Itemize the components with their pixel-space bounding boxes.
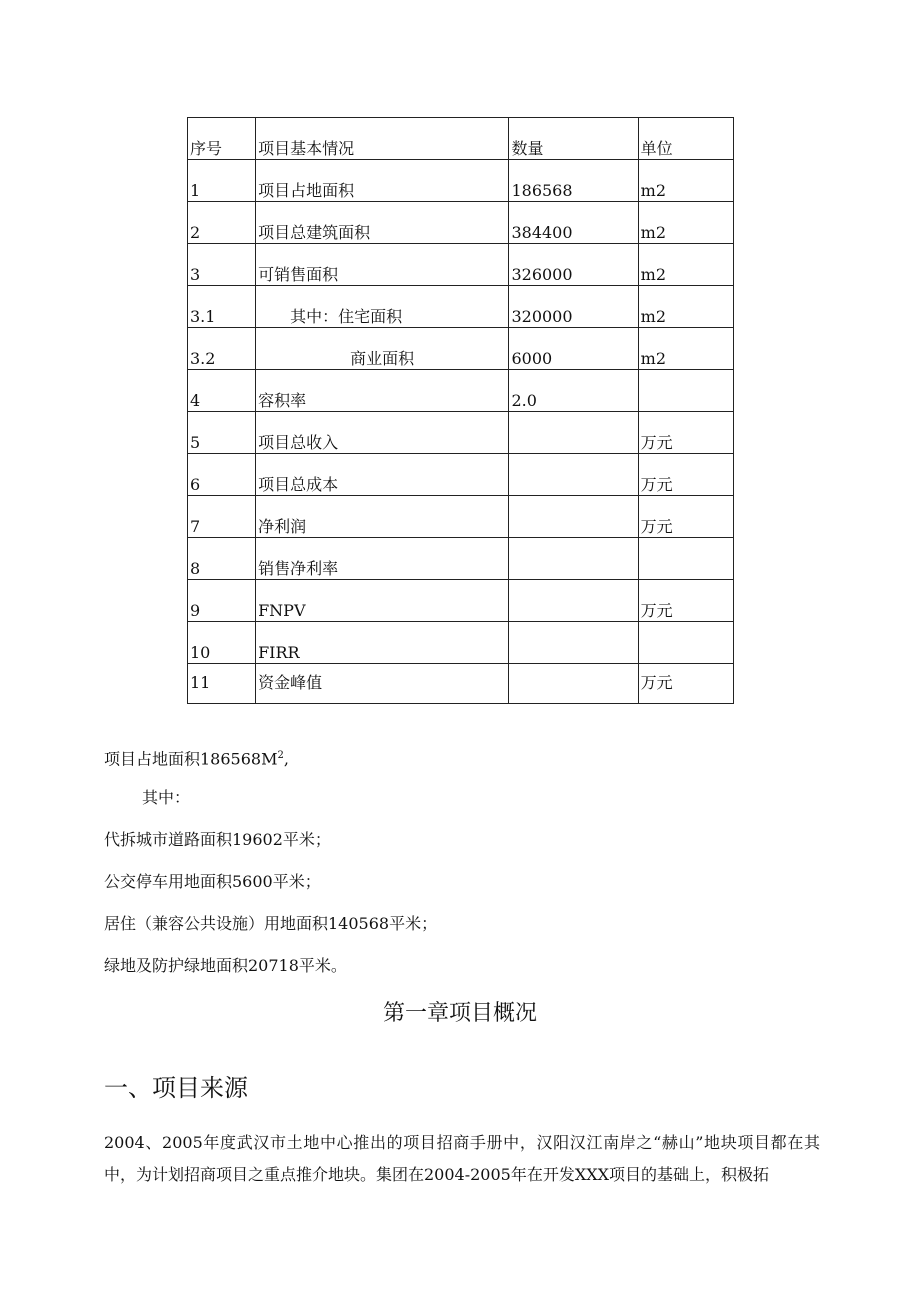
- summary-bus-area: 公交停车用地面积5600平米；: [104, 872, 321, 891]
- cell-item: FNPV: [256, 580, 509, 622]
- summary-comma: ,: [283, 749, 289, 769]
- cell-item: 可销售面积: [256, 244, 509, 286]
- summary-total-area: [104, 746, 289, 769]
- cell-no: 6: [188, 454, 256, 496]
- cell-unit: m2: [638, 160, 733, 202]
- cell-item: 项目总收入: [256, 412, 509, 454]
- cell-unit: 万元: [638, 664, 733, 704]
- summary-residential-area: 居住（兼容公共设施）用地面积140568平米；: [104, 914, 438, 933]
- summary-among: 其中：: [142, 788, 191, 807]
- cell-unit: 万元: [638, 496, 733, 538]
- cell-item: 项目总成本: [256, 454, 509, 496]
- cell-qty: 6000: [509, 328, 638, 370]
- table-row: [188, 328, 734, 370]
- project-summary-table: [187, 117, 734, 704]
- table-row: [188, 412, 734, 454]
- header-item: 项目基本情况: [256, 118, 509, 160]
- cell-item: FIRR: [256, 622, 509, 664]
- table-row: [188, 202, 734, 244]
- cell-qty: 384400: [509, 202, 638, 244]
- cell-no: 3: [188, 244, 256, 286]
- cell-unit: [638, 538, 733, 580]
- cell-qty: 2.0: [509, 370, 638, 412]
- section-title: 一、项目来源: [104, 1074, 248, 1102]
- summary-total-area-text: 项目占地面积186568M: [104, 749, 278, 769]
- cell-qty: [509, 664, 638, 704]
- cell-item: 净利润: [256, 496, 509, 538]
- cell-item: 容积率: [256, 370, 509, 412]
- cell-no: 3.2: [188, 328, 256, 370]
- cell-no: 9: [188, 580, 256, 622]
- cell-qty: 326000: [509, 244, 638, 286]
- cell-unit: m2: [638, 202, 733, 244]
- cell-no: 4: [188, 370, 256, 412]
- table-row: [188, 622, 734, 664]
- cell-no: 2: [188, 202, 256, 244]
- table-row: [188, 160, 734, 202]
- cell-item: 商业面积: [256, 328, 509, 370]
- cell-item: 其中：住宅面积: [256, 286, 509, 328]
- cell-qty: [509, 538, 638, 580]
- cell-qty: [509, 622, 638, 664]
- summary-green-area: 绿地及防护绿地面积20718平米。: [104, 956, 347, 975]
- table-row: [188, 370, 734, 412]
- header-qty: 数量: [509, 118, 638, 160]
- cell-unit: m2: [638, 328, 733, 370]
- cell-unit: 万元: [638, 412, 733, 454]
- header-no: 序号: [188, 118, 256, 160]
- cell-qty: [509, 496, 638, 538]
- cell-item: 资金峰值: [256, 664, 509, 704]
- cell-no: 8: [188, 538, 256, 580]
- cell-unit: [638, 370, 733, 412]
- summary-road-area: 代拆城市道路面积19602平米；: [104, 830, 331, 849]
- cell-qty: 320000: [509, 286, 638, 328]
- cell-no: 3.1: [188, 286, 256, 328]
- cell-no: 1: [188, 160, 256, 202]
- cell-unit: m2: [638, 244, 733, 286]
- cell-unit: m2: [638, 286, 733, 328]
- table-row: [188, 244, 734, 286]
- cell-qty: [509, 412, 638, 454]
- cell-unit: [638, 622, 733, 664]
- cell-unit: 万元: [638, 580, 733, 622]
- cell-no: 10: [188, 622, 256, 664]
- table-row: [188, 538, 734, 580]
- cell-item: 项目总建筑面积: [256, 202, 509, 244]
- chapter-title: 第一章项目概况: [382, 1001, 537, 1026]
- cell-no: 7: [188, 496, 256, 538]
- cell-no: 11: [188, 664, 256, 704]
- body-paragraph: 2004、2005年度武汉市土地中心推出的项目招商手册中，汉阳汉江南岸之“赫山”地块项目都在其中，为计划招商项目之重点推介地块。集团在2004-2005年在开发XXX项目的基础上，积极拓: [104, 1133, 820, 1184]
- table-row: [188, 454, 734, 496]
- table-row: [188, 496, 734, 538]
- superscript-2: 2: [277, 750, 284, 761]
- cell-no: 5: [188, 412, 256, 454]
- table-header-row: [188, 118, 734, 160]
- table-row: [188, 664, 734, 704]
- cell-qty: [509, 580, 638, 622]
- table-row: [188, 286, 734, 328]
- header-unit: 单位: [638, 118, 733, 160]
- cell-item: 项目占地面积: [256, 160, 509, 202]
- cell-qty: 186568: [509, 160, 638, 202]
- cell-unit: 万元: [638, 454, 733, 496]
- cell-item: 销售净利率: [256, 538, 509, 580]
- cell-qty: [509, 454, 638, 496]
- table-row: [188, 580, 734, 622]
